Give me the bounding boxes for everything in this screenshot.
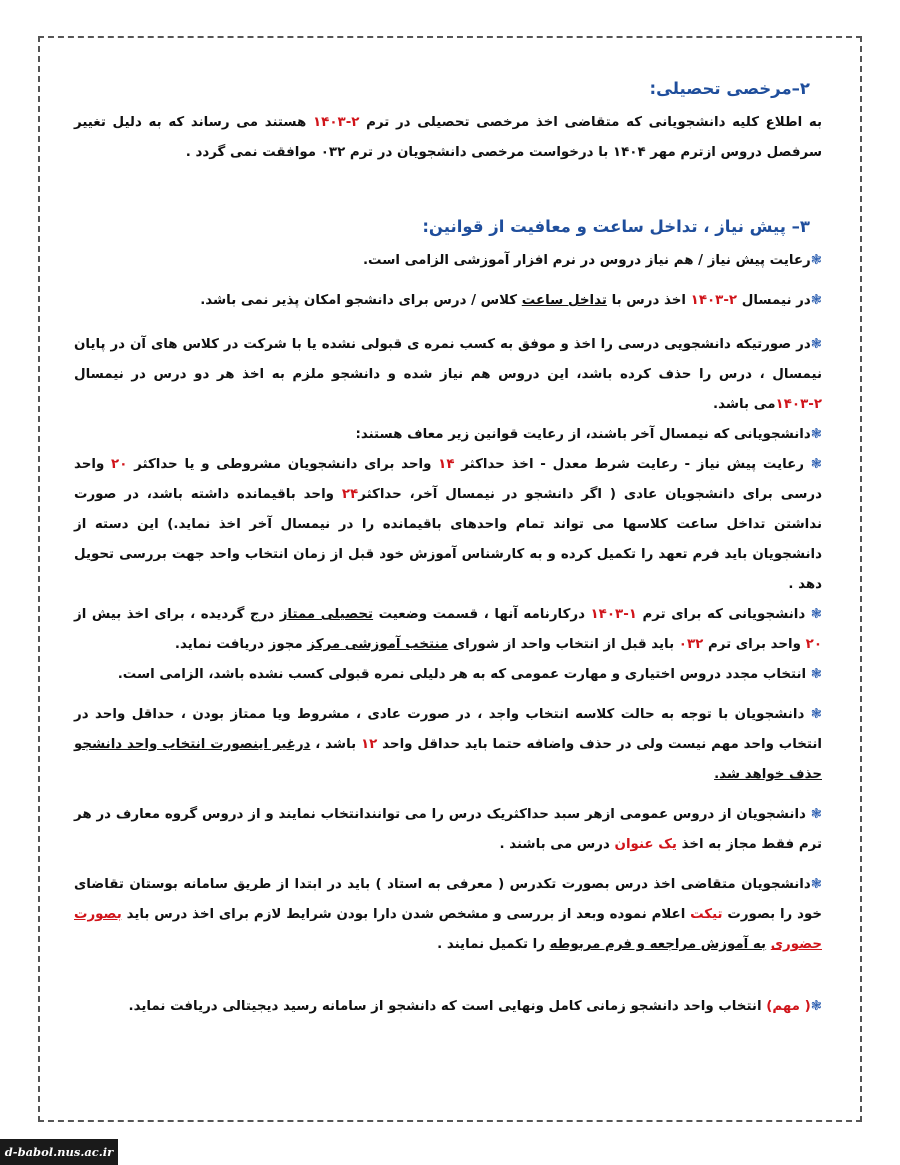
rule-excellent-students: ❃ دانشجویانی که برای ترم ۱-۱۴۰۳ درکارنامه آنها ، قسمت وضعیت تحصیلی ممتاز درج گردیده ، برای اخذ بیش از ۲۰ واحد برای ترم ۰۳۲ باید قبل از انتخاب واحد از شورای منتخب آموزشی مرکز مجوز دریافت نماید. [74,607,822,652]
asterisk-icon: ❃ [810,337,822,352]
site-footer-badge: d-babol.nus.ac.ir [0,1139,118,1165]
section-2-paragraph: به اطلاع کلیه دانشجویانی که متقاضی اخذ مرخصی تحصیلی در ترم ۲-۱۴۰۳ هستند می رساند که به دلیل تغییر سرفصل دروس ازترم مهر ۱۴۰۴ با درخواست مرخصی دانشجویان در ترم ۰۳۲ موافقت نمی گردد . [74,115,822,160]
asterisk-icon: ❃ [810,427,822,442]
rule-elective-reselect: ❃ انتخاب مجدد دروس اختیاری و مهارت عمومی که به هر دلیلی نمره قبولی کسب نشده باشد، الزامی است. [117,667,822,682]
rule-digital-receipt: ❃( مهم) انتخاب واحد دانشجو زمانی کامل ونهایی است که دانشجو از سامانه رسید دیجیتالی دریافت نماید. [128,999,822,1014]
asterisk-icon: ❃ [810,607,822,622]
rule-time-conflict: ❃در نیمسال ۲-۱۴۰۳ اخذ درس با تداخل ساعت کلاس / درس برای دانشجو امکان پذیر نمی باشد. [200,293,822,308]
rule-final-semester-intro: ❃دانشجویانی که نیمسال آخر باشند، از رعایت قوانین زیر معاف هستند: [355,427,822,442]
rule-single-course: ❃دانشجویان متقاضی اخذ درس بصورت تکدرس ( معرفی به استاد ) باید در ابتدا از طریق سامانه بوستان تقاضای خود را بصورت تیکت اعلام نموده وبعد از بررسی و مشخص شدن دارا بودن شرایط لازم برای اخذ درس باید بصورت حضوری به آموزش مراجعه و فرم مربوطه را تکمیل نمایند . [74,877,822,952]
asterisk-icon: ❃ [810,293,822,308]
asterisk-icon: ❃ [810,707,822,722]
rule-general-courses: ❃ دانشجویان از دروس عمومی ازهر سبد حداکثریک درس را می توانندانتخاب نمایند و از دروس گروه معارف در هر ترم فقط مجاز به اخذ یک عنوان درس می باشند . [74,807,822,852]
section-3-heading: ۳– پیش نیاز ، تداخل ساعت و معافیت از قوانین: [422,217,810,236]
asterisk-icon: ❃ [810,457,822,472]
asterisk-icon: ❃ [810,877,822,892]
rule-final-semester-exemptions: ❃ رعایت پیش نیاز - رعایت شرط معدل - اخذ حداکثر ۱۴ واحد برای دانشجویان مشروطی و یا حداکثر ۲۰ واحد درسی برای دانشجویان عادی ( اگر دانشجو در نیمسال آخر، حداکثر۲۴ واحد باقیمانده داشته باشد، در صورت نداشتن تداخل ساعت کلاسها می تواند تمام واحدهای باقیمانده را در نیمسال آخر اخذ نماید.) این دسته از دانشجویان باید فرم تعهد را تکمیل کرده و به کارشناس آموزش خود قبل از زمان انتخاب واحد جهت بررسی تحویل دهد . [74,457,823,592]
rule-prerequisite: ❃رعایت پیش نیاز / هم نیاز دروس در نرم افزار آموزشی الزامی است. [362,253,822,268]
asterisk-icon: ❃ [810,667,822,682]
asterisk-icon: ❃ [810,807,822,822]
rule-failed-course: ❃در صورتیکه دانشجویی درسی را اخذ و موفق به کسب نمره ی قبولی نشده یا با شرکت در کلاس های آن در پایان نیمسال ، درس را حذف کرده باشد، این دروس هم نیاز شده و دانشجو ملزم به اخذ هر دو درس در نیمسال ۲-۱۴۰۳می باشد. [74,337,822,412]
section-2-heading: ۲–مرخصی تحصیلی: [649,79,810,98]
asterisk-icon: ❃ [810,253,822,268]
asterisk-icon: ❃ [810,999,822,1014]
rule-minimum-units: ❃ دانشجویان با توجه به حالت کلاسه انتخاب واجد ، در صورت عادی ، مشروط ویا ممتاز بودن ، حداقل واحد در انتخاب واحد مهم نیست ولی در حذف واضافه حتما باید حداقل واحد ۱۲ باشد ، درغیر اینصورت انتخاب واحد دانشجو حذف خواهد شد. [74,707,822,782]
document-body [74,74,822,1022]
